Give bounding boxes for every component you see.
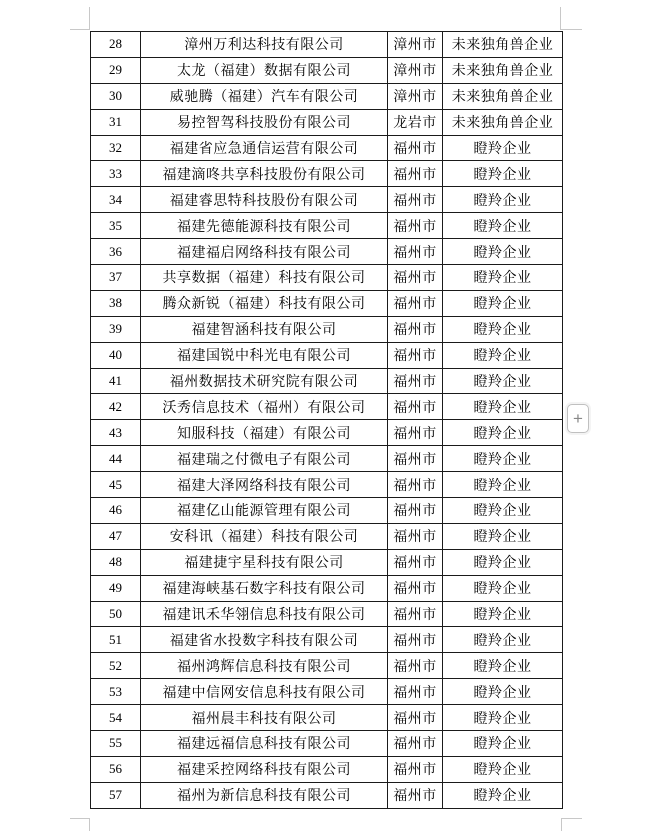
cell-no: 39 — [91, 316, 141, 342]
cell-category: 瞪羚企业 — [443, 290, 563, 316]
cell-company: 威驰腾（福建）汽车有限公司 — [141, 83, 388, 109]
cell-city: 福州市 — [388, 290, 443, 316]
cell-company: 福建国锐中科光电有限公司 — [141, 342, 388, 368]
cell-no: 28 — [91, 32, 141, 58]
table-row — [91, 368, 563, 394]
cell-category: 瞪羚企业 — [443, 731, 563, 757]
table-row — [91, 446, 563, 472]
cell-no: 54 — [91, 705, 141, 731]
company-table-body — [91, 32, 563, 809]
cell-no: 48 — [91, 549, 141, 575]
cell-company: 福建讯禾华翎信息科技有限公司 — [141, 601, 388, 627]
cell-company: 福建中信网安信息科技有限公司 — [141, 679, 388, 705]
table-row — [91, 627, 563, 653]
cell-category: 未来独角兽企业 — [443, 109, 563, 135]
cell-company: 福州鸿辉信息科技有限公司 — [141, 653, 388, 679]
table-row — [91, 653, 563, 679]
cell-category: 瞪羚企业 — [443, 575, 563, 601]
cell-category: 瞪羚企业 — [443, 342, 563, 368]
cell-no: 45 — [91, 472, 141, 498]
cell-category: 瞪羚企业 — [443, 705, 563, 731]
cell-category: 瞪羚企业 — [443, 265, 563, 291]
table-row — [91, 316, 563, 342]
cell-company: 福建采控网络科技有限公司 — [141, 756, 388, 782]
table-row — [91, 549, 563, 575]
table-row — [91, 575, 563, 601]
table-row — [91, 135, 563, 161]
cell-company: 安科讯（福建）科技有限公司 — [141, 523, 388, 549]
cell-company: 福建滴咚共享科技股份有限公司 — [141, 161, 388, 187]
cell-city: 福州市 — [388, 549, 443, 575]
cell-category: 瞪羚企业 — [443, 239, 563, 265]
cell-company: 腾众新锐（福建）科技有限公司 — [141, 290, 388, 316]
cell-company: 福州为新信息科技有限公司 — [141, 782, 388, 808]
cell-no: 55 — [91, 731, 141, 757]
table-row — [91, 187, 563, 213]
cell-company: 福建捷宇星科技有限公司 — [141, 549, 388, 575]
table-row — [91, 57, 563, 83]
cell-city: 福州市 — [388, 523, 443, 549]
cell-city: 福州市 — [388, 187, 443, 213]
cell-category: 瞪羚企业 — [443, 653, 563, 679]
cell-no: 50 — [91, 601, 141, 627]
cell-city: 福州市 — [388, 265, 443, 291]
cell-no: 52 — [91, 653, 141, 679]
cell-city: 福州市 — [388, 316, 443, 342]
cell-no: 37 — [91, 265, 141, 291]
cell-no: 46 — [91, 498, 141, 524]
cell-category: 瞪羚企业 — [443, 420, 563, 446]
cell-company: 福建大泽网络科技有限公司 — [141, 472, 388, 498]
cell-no: 30 — [91, 83, 141, 109]
cell-city: 福州市 — [388, 368, 443, 394]
table-row — [91, 731, 563, 757]
cell-company: 太龙（福建）数据有限公司 — [141, 57, 388, 83]
cell-no: 29 — [91, 57, 141, 83]
cell-company: 福建省水投数字科技有限公司 — [141, 627, 388, 653]
text-boundary-mark-top-right — [560, 7, 582, 30]
cell-no: 51 — [91, 627, 141, 653]
cell-category: 瞪羚企业 — [443, 627, 563, 653]
cell-no: 32 — [91, 135, 141, 161]
cell-no: 35 — [91, 213, 141, 239]
cell-city: 福州市 — [388, 575, 443, 601]
table-row — [91, 782, 563, 808]
table-row — [91, 213, 563, 239]
cell-city: 福州市 — [388, 420, 443, 446]
table-row — [91, 32, 563, 58]
table-row — [91, 342, 563, 368]
cell-category: 瞪羚企业 — [443, 135, 563, 161]
cell-city: 福州市 — [388, 394, 443, 420]
cell-city: 福州市 — [388, 342, 443, 368]
cell-category: 瞪羚企业 — [443, 187, 563, 213]
cell-company: 福建睿思特科技股份有限公司 — [141, 187, 388, 213]
cell-company: 福建福启网络科技有限公司 — [141, 239, 388, 265]
cell-no: 56 — [91, 756, 141, 782]
company-table — [90, 31, 563, 809]
table-row — [91, 161, 563, 187]
cell-city: 福州市 — [388, 679, 443, 705]
table-row — [91, 290, 563, 316]
cell-company: 共享数据（福建）科技有限公司 — [141, 265, 388, 291]
cell-city: 龙岩市 — [388, 109, 443, 135]
cell-city: 福州市 — [388, 782, 443, 808]
table-row — [91, 239, 563, 265]
cell-company: 福建智涵科技有限公司 — [141, 316, 388, 342]
cell-category: 瞪羚企业 — [443, 601, 563, 627]
cell-city: 福州市 — [388, 239, 443, 265]
cell-company: 福州晨丰科技有限公司 — [141, 705, 388, 731]
cell-no: 42 — [91, 394, 141, 420]
cell-company: 福建先德能源科技有限公司 — [141, 213, 388, 239]
cell-no: 33 — [91, 161, 141, 187]
table-row — [91, 705, 563, 731]
cell-city: 福州市 — [388, 135, 443, 161]
cell-category: 瞪羚企业 — [443, 679, 563, 705]
cell-no: 44 — [91, 446, 141, 472]
table-row — [91, 83, 563, 109]
text-boundary-mark-bottom-right — [561, 818, 582, 831]
cell-company: 沃秀信息技术（福州）有限公司 — [141, 394, 388, 420]
cell-company: 漳州万利达科技有限公司 — [141, 32, 388, 58]
cell-city: 福州市 — [388, 161, 443, 187]
plus-icon: + — [573, 409, 583, 428]
cell-company: 福建海峡基石数字科技有限公司 — [141, 575, 388, 601]
table-row — [91, 109, 563, 135]
cell-no: 57 — [91, 782, 141, 808]
cell-no: 34 — [91, 187, 141, 213]
cell-category: 瞪羚企业 — [443, 549, 563, 575]
cell-no: 41 — [91, 368, 141, 394]
cell-company: 福建瑞之付微电子有限公司 — [141, 446, 388, 472]
cell-city: 福州市 — [388, 756, 443, 782]
cell-no: 40 — [91, 342, 141, 368]
cell-city: 福州市 — [388, 213, 443, 239]
cell-category: 未来独角兽企业 — [443, 57, 563, 83]
cell-no: 38 — [91, 290, 141, 316]
cell-no: 31 — [91, 109, 141, 135]
text-boundary-mark-bottom-left — [70, 818, 90, 831]
cell-city: 福州市 — [388, 627, 443, 653]
table-row — [91, 394, 563, 420]
cell-city: 漳州市 — [388, 57, 443, 83]
cell-city: 福州市 — [388, 653, 443, 679]
table-row — [91, 472, 563, 498]
cell-city: 福州市 — [388, 601, 443, 627]
text-boundary-mark-top-left — [70, 7, 90, 30]
cell-city: 福州市 — [388, 705, 443, 731]
cell-no: 36 — [91, 239, 141, 265]
cell-category: 瞪羚企业 — [443, 394, 563, 420]
cell-city: 福州市 — [388, 731, 443, 757]
cell-company: 知服科技（福建）有限公司 — [141, 420, 388, 446]
cell-category: 瞪羚企业 — [443, 472, 563, 498]
cell-city: 漳州市 — [388, 32, 443, 58]
cell-category: 瞪羚企业 — [443, 446, 563, 472]
cell-city: 福州市 — [388, 446, 443, 472]
table-row — [91, 523, 563, 549]
table-row — [91, 265, 563, 291]
cell-category: 瞪羚企业 — [443, 498, 563, 524]
cell-category: 瞪羚企业 — [443, 161, 563, 187]
cell-category: 瞪羚企业 — [443, 756, 563, 782]
cell-no: 53 — [91, 679, 141, 705]
table-row — [91, 601, 563, 627]
cell-city: 福州市 — [388, 498, 443, 524]
cell-no: 47 — [91, 523, 141, 549]
insert-page-button[interactable] — [567, 404, 589, 433]
cell-company: 福建亿山能源管理有限公司 — [141, 498, 388, 524]
cell-category: 未来独角兽企业 — [443, 83, 563, 109]
cell-city: 漳州市 — [388, 83, 443, 109]
cell-company: 福州数据技术研究院有限公司 — [141, 368, 388, 394]
cell-company: 福建省应急通信运营有限公司 — [141, 135, 388, 161]
cell-category: 瞪羚企业 — [443, 782, 563, 808]
cell-category: 未来独角兽企业 — [443, 32, 563, 58]
table-row — [91, 420, 563, 446]
cell-company: 易控智驾科技股份有限公司 — [141, 109, 388, 135]
cell-no: 49 — [91, 575, 141, 601]
cell-city: 福州市 — [388, 472, 443, 498]
cell-category: 瞪羚企业 — [443, 368, 563, 394]
table-row — [91, 498, 563, 524]
cell-category: 瞪羚企业 — [443, 316, 563, 342]
cell-company: 福建远福信息科技有限公司 — [141, 731, 388, 757]
cell-category: 瞪羚企业 — [443, 213, 563, 239]
cell-no: 43 — [91, 420, 141, 446]
cell-category: 瞪羚企业 — [443, 523, 563, 549]
table-row — [91, 756, 563, 782]
table-row — [91, 679, 563, 705]
